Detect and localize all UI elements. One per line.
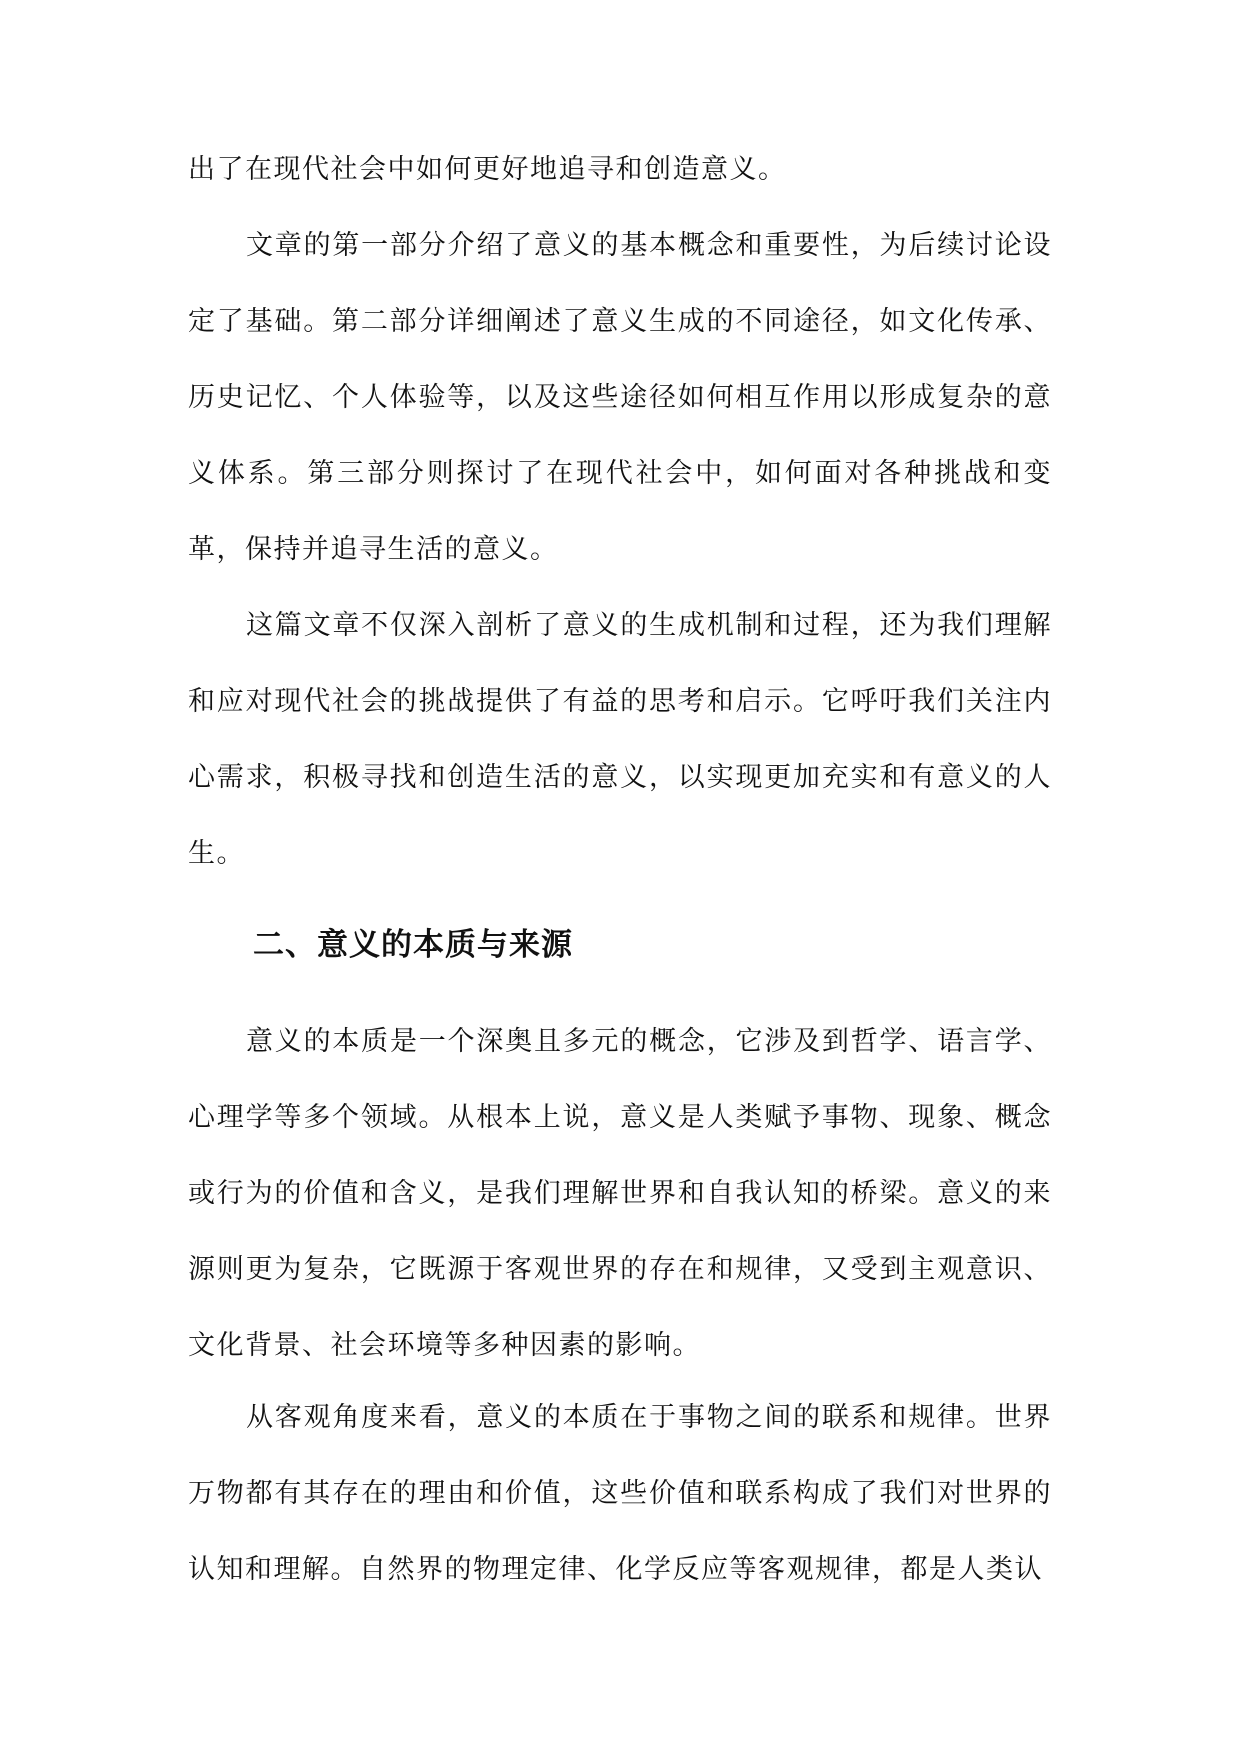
paragraph-article-structure: 文章的第一部分介绍了意义的基本概念和重要性，为后续讨论设定了基础。第二部分详细阐述了意义生成的不同途径，如文化传承、历史记忆、个人体验等，以及这些途径如何相互作用以形成复杂的意义体系。第三部分则探讨了在现代社会中，如何面对各种挑战和变革，保持并追寻生活的意义。 (188, 230, 1052, 565)
paragraph-continuation: 出了在现代社会中如何更好地追寻和创造意义。 (188, 154, 787, 185)
section-heading: 二、意义的本质与来源 (253, 927, 573, 963)
paragraph-article-summary: 这篇文章不仅深入剖析了意义的生成机制和过程，还为我们理解和应对现代社会的挑战提供了有益的思考和启示。它呼吁我们关注内心需求，积极寻找和创造生活的意义，以实现更加充实和有意义的人生。 (188, 610, 1052, 869)
paragraph-meaning-essence: 意义的本质是一个深奥且多元的概念，它涉及到哲学、语言学、心理学等多个领域。从根本上说，意义是人类赋予事物、现象、概念或行为的价值和含义，是我们理解世界和自我认知的桥梁。意义的来源则更为复杂，它既源于客观世界的存在和规律，又受到主观意识、文化背景、社会环境等多种因素的影响。 (188, 1026, 1052, 1361)
paragraph-objective-perspective: 从客观角度来看，意义的本质在于事物之间的联系和规律。世界万物都有其存在的理由和价值，这些价值和联系构成了我们对世界的认知和理解。自然界的物理定律、化学反应等客观规律，都是人类认 (188, 1402, 1052, 1585)
